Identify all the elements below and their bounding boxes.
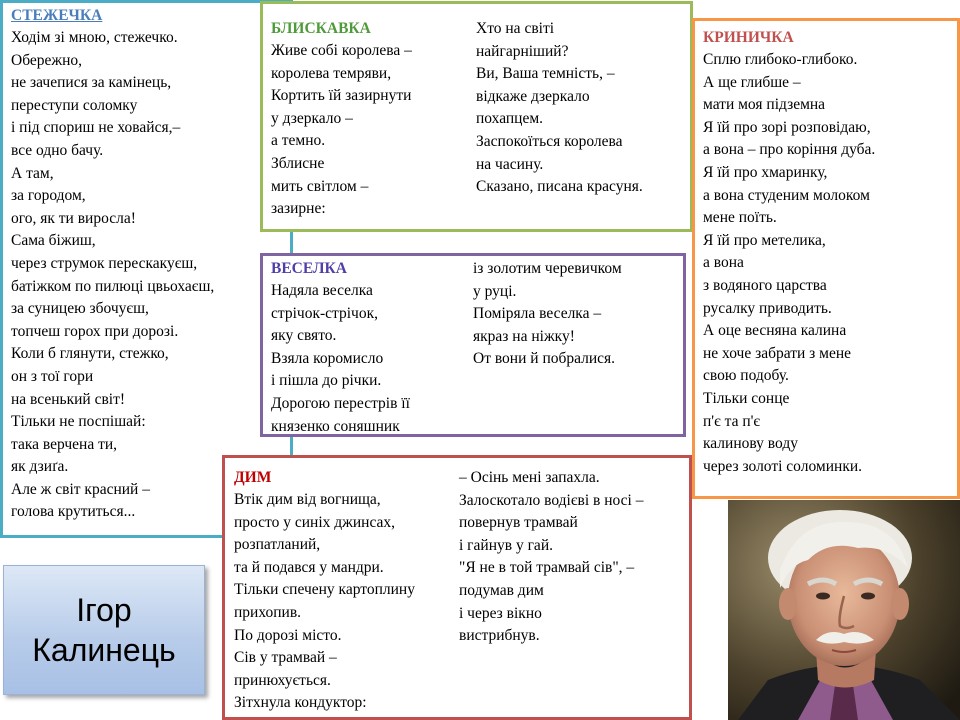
poem-text-dym-right: – Осінь мені запахла. Залоскотало водієві в носі – повернув трамвай і гайнув у гай. "Я не в той трамвай сів", – подумав дим і через вікно вистрибнув. bbox=[459, 469, 644, 645]
poem-text-dym-left: Втік дим від вогнища, просто у синіх джинсах, розпатланий, та й подався у мандри. Тільки спечену картоплину прихопив. По дорозі місто. Сів у трамвай – принюхується. Зітхнула кондуктор: bbox=[234, 491, 415, 712]
poem-card-dym bbox=[222, 455, 692, 720]
poem-card-veselka bbox=[260, 253, 686, 437]
poem-text-veselka-left: Надяла веселка стрічок-стрічок, яку свято. Взяла коромисло і пішла до річки. Дорогою перестрів її князенко соняшник bbox=[271, 282, 410, 435]
poem-card-krynychka bbox=[692, 18, 960, 499]
poem-card-blyskavka bbox=[260, 1, 693, 232]
poem-text-veselka-right: із золотим черевичком у руці. Поміряла веселка – якраз на ніжку! От вони й побралися. bbox=[473, 260, 622, 368]
author-name-card bbox=[3, 565, 205, 695]
author-portrait bbox=[728, 500, 960, 720]
poem-text-blyskavka-left: Живе собі королева – королева темряви, Кортить їй зазирнути у дзеркало – а темно. Зблисне мить світлом – зазирне: bbox=[271, 42, 412, 218]
poem-title-stezhechka: СТЕЖЕЧКА bbox=[11, 7, 103, 24]
author-name: Ігор Калинець bbox=[32, 592, 176, 668]
poem-text-krynychka: Сплю глибоко-глибоко. А ще глибше – мати моя підземна Я їй про зорі розповідаю, а вона – про коріння дуба. Я їй про хмаринку, а вона студеним молоком мене поїть. Я їй про метелика, а вона з водяного царства русалку приводить. А оце весняна калина не хоче забрати з мене свою подобу. Тільки сонце п'є та п'є калинову воду через золоті соломинки. bbox=[703, 51, 876, 475]
poem-title-dym: ДИМ bbox=[234, 469, 272, 486]
poem-text-stezhechka: Ходім зі мною, стежечко. Обережно, не зачепися за камінець, переступи соломку і під спориш не ховайся,– все одно бачу. А там, за городом, ого, як ти виросла! Сама біжиш, через струмок перескакуєш, батіжком по пилюці цвьохаєш, за суницею збочуєш, топчеш горох при дорозі. Коли б глянути, стежко, он з тої гори на всенький світ! Тільки не поспішай: така верчена ти, як дзиґа. Але ж світ красний – голова крутиться... bbox=[11, 29, 215, 521]
poem-title-blyskavka: БЛИСКАВКА bbox=[271, 20, 371, 37]
poem-title-krynychka: КРИНИЧКА bbox=[703, 29, 794, 46]
poem-title-veselka: ВЕСЕЛКА bbox=[271, 260, 347, 277]
poem-text-blyskavka-right: Хто на світі найгарніший? Ви, Ваша темність, – відкаже дзеркало похапцем. Заспокоїться королева на часину. Сказано, писана красуня. bbox=[476, 20, 643, 196]
